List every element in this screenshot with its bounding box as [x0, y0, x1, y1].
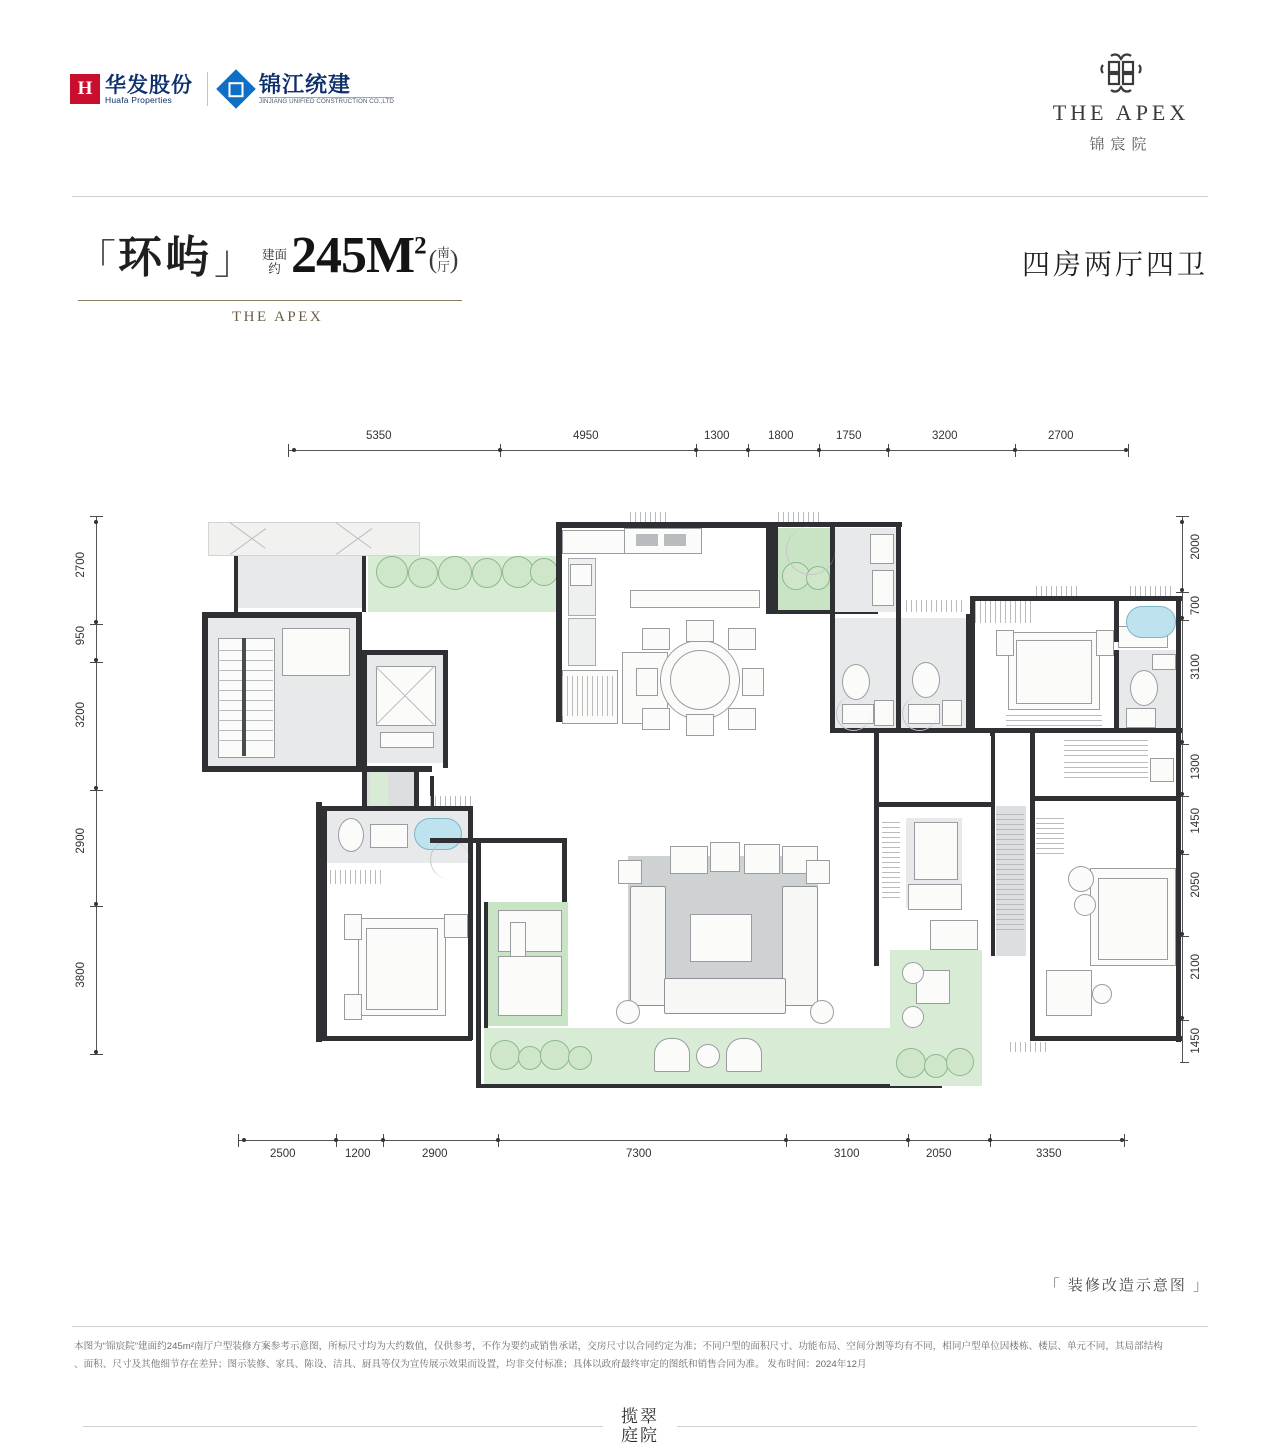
huafa-logo	[70, 74, 193, 105]
dim-bottom-6: 3350	[1036, 1148, 1062, 1160]
orientation-line2: 厅	[437, 259, 450, 274]
dim-right-0: 2000	[1190, 534, 1202, 560]
unit-name: 环屿	[118, 232, 212, 282]
dim-right-5: 2050	[1190, 872, 1202, 898]
jinjiang-mark-icon	[216, 69, 256, 109]
dim-left-2: 3200	[75, 702, 87, 728]
unit-title	[76, 227, 459, 284]
dim-left-0: 2700	[75, 552, 87, 578]
huafa-mark-icon: H	[70, 74, 100, 104]
dim-right-7: 1450	[1190, 1028, 1202, 1054]
area-value: $245M^2$	[291, 227, 426, 284]
orientation-note	[429, 246, 459, 275]
area-prefix-line1: 建面	[262, 248, 288, 263]
disclaimer	[74, 1338, 1204, 1373]
estate-name-line-2: 庭院	[621, 1425, 659, 1445]
dim-left-3: 2900	[75, 828, 87, 854]
floorplan-drawing	[130, 500, 1165, 1095]
jinjiang-name-en: JINJIANG UNIFIED CONSTRUCTION CO.,LTD	[259, 97, 394, 105]
paren-left: (	[428, 245, 438, 275]
title-underline	[78, 300, 462, 301]
developer-logos	[70, 72, 394, 106]
jinjiang-name-cn: 锦江统建	[259, 71, 352, 97]
huafa-name-en: Huafa Properties	[105, 94, 172, 105]
paren-right: )	[449, 245, 459, 275]
dim-left-1: 950	[75, 626, 87, 646]
dim-top-4: 1750	[836, 430, 862, 442]
dim-right-2: 3100	[1190, 654, 1202, 680]
dim-right-6: 2100	[1190, 954, 1202, 980]
dim-top-5: 3200	[932, 430, 958, 442]
dim-top-6: 2700	[1048, 430, 1074, 442]
knot-emblem-icon	[1098, 50, 1144, 94]
disclaimer-line-2: 、面积、尺寸及其他细节存在差异；图示装修、家具、陈设、洁具、厨具等仅为宣传展示效果而设置，均非交付标准；具体以政府最终审定的图纸和销售合同为准。 发布时间：2024年12月	[74, 1358, 867, 1370]
dim-right-1: 700	[1190, 596, 1202, 616]
dim-bottom-0: 2500	[270, 1148, 296, 1160]
dim-bottom-3: 7300	[626, 1148, 652, 1160]
bracket-left: 「	[76, 236, 116, 282]
area-sup: 2	[414, 232, 426, 260]
dim-top-3: 1800	[768, 430, 794, 442]
area-prefix	[262, 248, 287, 277]
huafa-name-cn: 华发股份	[105, 72, 193, 97]
room-config: 四房两厅四卫	[1021, 250, 1208, 281]
dim-right-4: 1450	[1190, 808, 1202, 834]
brand-name-cn: 锦宸院	[1089, 137, 1153, 153]
logo-divider	[207, 72, 208, 106]
dim-bottom-2: 2900	[422, 1148, 448, 1160]
jinjiang-logo	[222, 73, 394, 106]
disclaimer-line-1: 本图为“锦宸院”建面约245m²南厅户型装修方案参考示意图，所标尺寸均为大约数值，仅供参考，不作为要约或销售承诺，交房尺寸以合同约定为准；不同户型的面积尺寸、功能布局、空间分割等均有不同，相同户型单位因楼栋、楼层、单元不同，其局部结构	[74, 1341, 1163, 1352]
area-prefix-line2: 约	[268, 262, 281, 277]
dim-bottom-5: 2050	[926, 1148, 952, 1160]
title-apex-label: THE APEX	[222, 309, 333, 326]
dim-top-0: 5350	[366, 430, 392, 442]
brand-name-en: THE APEX	[1052, 100, 1190, 125]
dim-top-1: 4950	[573, 430, 599, 442]
dim-top-2: 1300	[704, 430, 730, 442]
orientation-line1: 南	[437, 245, 450, 260]
floorplan-diagram	[70, 410, 1218, 1200]
dim-bottom-4: 3100	[834, 1148, 860, 1160]
dim-bottom-1: 1200	[345, 1148, 371, 1160]
estate-footer	[0, 1408, 1280, 1445]
estate-name-line-1: 揽翠	[621, 1407, 659, 1426]
diagram-caption: 「 装修改造示意图 」	[1044, 1277, 1210, 1294]
footer-divider	[72, 1326, 1208, 1327]
dim-right-3: 1300	[1190, 754, 1202, 780]
brand-logo	[1026, 50, 1216, 154]
estate-name	[621, 1408, 659, 1445]
header-divider	[72, 196, 1208, 197]
bracket-right: 」	[214, 236, 254, 282]
dim-left-4: 3800	[75, 962, 87, 988]
